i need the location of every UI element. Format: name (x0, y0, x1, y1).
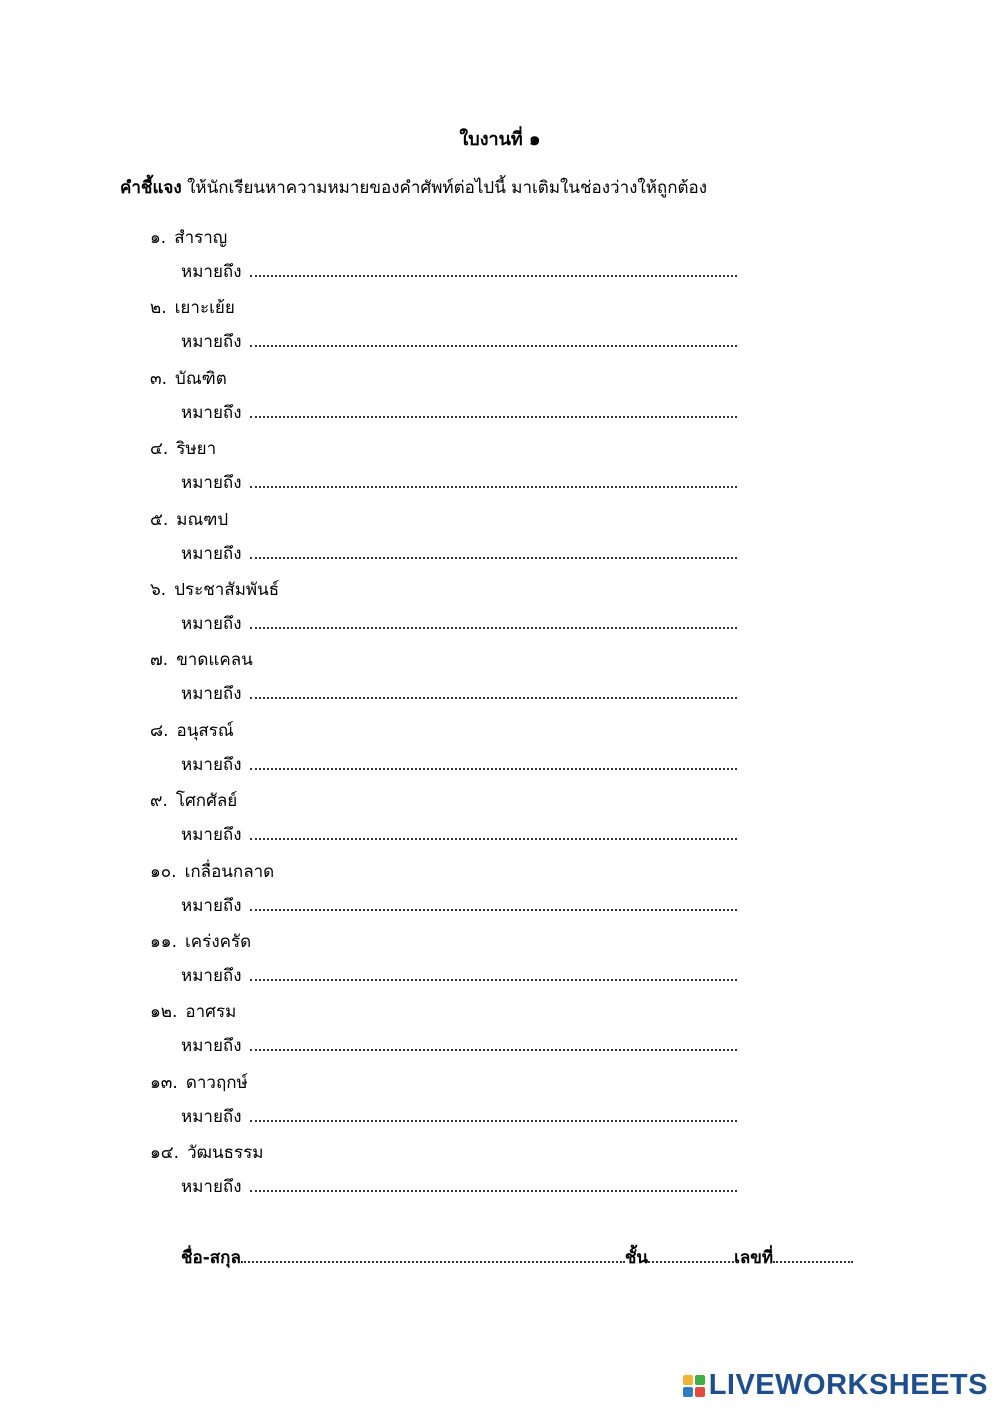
meaning-line (181, 751, 737, 778)
item-number: ๗. (150, 650, 169, 671)
meaning-label: หมายถึง (181, 613, 242, 634)
meaning-answer-field[interactable] (250, 693, 737, 699)
vocabulary-item (0, 294, 1000, 364)
meaning-label: หมายถึง (181, 402, 242, 423)
vocabulary-word (150, 858, 274, 885)
vocabulary-word (150, 435, 216, 462)
number-answer-field[interactable] (773, 1257, 853, 1263)
meaning-answer-field[interactable] (250, 834, 737, 840)
meaning-line (181, 610, 737, 637)
meaning-answer-field[interactable] (250, 1045, 737, 1051)
meaning-line (181, 399, 737, 426)
word-text: สำราญ (174, 228, 228, 248)
vocabulary-item (0, 928, 1000, 998)
item-number: ๑๔. (150, 1143, 180, 1164)
meaning-line (181, 258, 737, 285)
meaning-answer-field[interactable] (250, 482, 737, 488)
vocabulary-word (150, 646, 253, 673)
item-number: ๘. (150, 720, 169, 741)
meaning-label: หมายถึง (181, 1106, 242, 1127)
vocabulary-item (0, 576, 1000, 646)
meaning-label: หมายถึง (181, 825, 242, 846)
word-text: โศกศัลย์ (175, 791, 238, 812)
vocabulary-word (150, 787, 237, 814)
item-number: ๑. (150, 228, 167, 248)
vocabulary-item (0, 435, 1000, 505)
class-answer-field[interactable] (648, 1257, 734, 1263)
meaning-answer-field[interactable] (250, 623, 737, 629)
vocabulary-item (0, 717, 1000, 787)
meaning-label: หมายถึง (181, 895, 242, 916)
meaning-line (181, 1103, 737, 1130)
word-text: ขาดแคลน (176, 650, 253, 671)
name-answer-field[interactable] (241, 1257, 625, 1263)
item-number: ๑๓. (150, 1072, 178, 1093)
meaning-answer-field[interactable] (250, 341, 737, 347)
vocabulary-list (0, 224, 1000, 1209)
meaning-line (181, 962, 737, 989)
vocabulary-word (150, 294, 235, 321)
item-number: ๑๑. (150, 931, 177, 952)
word-text: วัฒนธรรม (187, 1143, 264, 1164)
vocabulary-item (0, 998, 1000, 1068)
vocabulary-item (0, 224, 1000, 294)
item-number: ๒. (150, 298, 167, 319)
meaning-answer-field[interactable] (250, 412, 737, 418)
meaning-answer-field[interactable] (250, 271, 737, 277)
vocabulary-item (0, 1069, 1000, 1139)
meaning-answer-field[interactable] (250, 905, 737, 911)
class-label: ชั้น (624, 1248, 649, 1268)
liveworksheets-logo (683, 1369, 988, 1402)
meaning-label: หมายถึง (181, 543, 242, 564)
student-info-line (181, 1244, 853, 1271)
logo-square-4 (695, 1387, 705, 1397)
meaning-answer-field[interactable] (250, 553, 737, 559)
item-number: ๖. (150, 579, 167, 600)
word-text: ดาวฤกษ์ (185, 1072, 248, 1093)
item-number: ๙. (150, 791, 168, 812)
vocabulary-word (150, 365, 227, 392)
meaning-line (181, 540, 737, 567)
meaning-answer-field[interactable] (250, 975, 737, 981)
word-text: ริษยา (176, 439, 217, 460)
instruction-label: คำชี้แจง (120, 178, 182, 198)
word-text: เคร่งครัด (185, 931, 252, 952)
meaning-line (181, 821, 737, 848)
liveworksheets-logo-text: LIVEWORKSHEETS (708, 1369, 988, 1401)
vocabulary-word (150, 998, 236, 1025)
word-text: อาศรม (185, 1002, 237, 1023)
meaning-label: หมายถึง (181, 332, 242, 353)
vocabulary-item (0, 506, 1000, 576)
vocabulary-word (150, 506, 228, 533)
vocabulary-word (150, 717, 234, 744)
meaning-answer-field[interactable] (250, 1186, 737, 1192)
word-text: เยาะเย้ย (174, 298, 235, 319)
worksheet-title: ใบงานที่ ๑ (459, 129, 541, 150)
meaning-label: หมายถึง (181, 684, 242, 705)
item-number: ๑๒. (150, 1002, 178, 1023)
vocabulary-item (0, 646, 1000, 716)
word-text: อนุสรณ์ (176, 720, 234, 741)
name-label: ชื่อ-สกุล (181, 1248, 241, 1268)
item-number: ๕. (150, 509, 169, 530)
meaning-line (181, 892, 737, 919)
meaning-answer-field[interactable] (250, 764, 737, 770)
instruction (120, 174, 880, 201)
vocabulary-word (150, 576, 279, 603)
word-text: มณฑป (176, 509, 229, 530)
liveworksheets-logo-icon (683, 1375, 705, 1397)
vocabulary-word (150, 1069, 248, 1096)
number-label: เลขที่ (734, 1248, 774, 1268)
meaning-answer-field[interactable] (250, 1116, 737, 1122)
word-text: บัณฑิต (175, 368, 227, 389)
logo-square-1 (683, 1375, 693, 1385)
word-text: ประชาสัมพันธ์ (174, 579, 280, 600)
vocabulary-item (0, 1139, 1000, 1209)
vocabulary-word (150, 224, 227, 251)
meaning-line (181, 469, 737, 496)
vocabulary-item (0, 787, 1000, 857)
meaning-label: หมายถึง (181, 262, 242, 282)
vocabulary-item (0, 858, 1000, 928)
word-text: เกลื่อนกลาด (184, 861, 275, 882)
meaning-label: หมายถึง (181, 754, 242, 775)
meaning-line (181, 1032, 737, 1059)
item-number: ๑๐. (150, 861, 177, 882)
item-number: ๓. (150, 368, 168, 389)
item-number: ๔. (150, 439, 169, 460)
vocabulary-item (0, 365, 1000, 435)
meaning-label: หมายถึง (181, 965, 242, 986)
meaning-line (181, 680, 737, 707)
meaning-label: หมายถึง (181, 1177, 242, 1198)
vocabulary-word (150, 1139, 263, 1166)
meaning-label: หมายถึง (181, 473, 242, 494)
logo-square-2 (695, 1375, 705, 1385)
meaning-line (181, 1173, 737, 1200)
meaning-line (181, 328, 737, 355)
meaning-label: หมายถึง (181, 1036, 242, 1057)
instruction-text: ให้นักเรียนหาความหมายของคำศัพท์ต่อไปนี้ มาเติมในช่องว่างให้ถูกต้อง (181, 178, 708, 198)
logo-square-3 (683, 1387, 693, 1397)
vocabulary-word (150, 928, 251, 955)
